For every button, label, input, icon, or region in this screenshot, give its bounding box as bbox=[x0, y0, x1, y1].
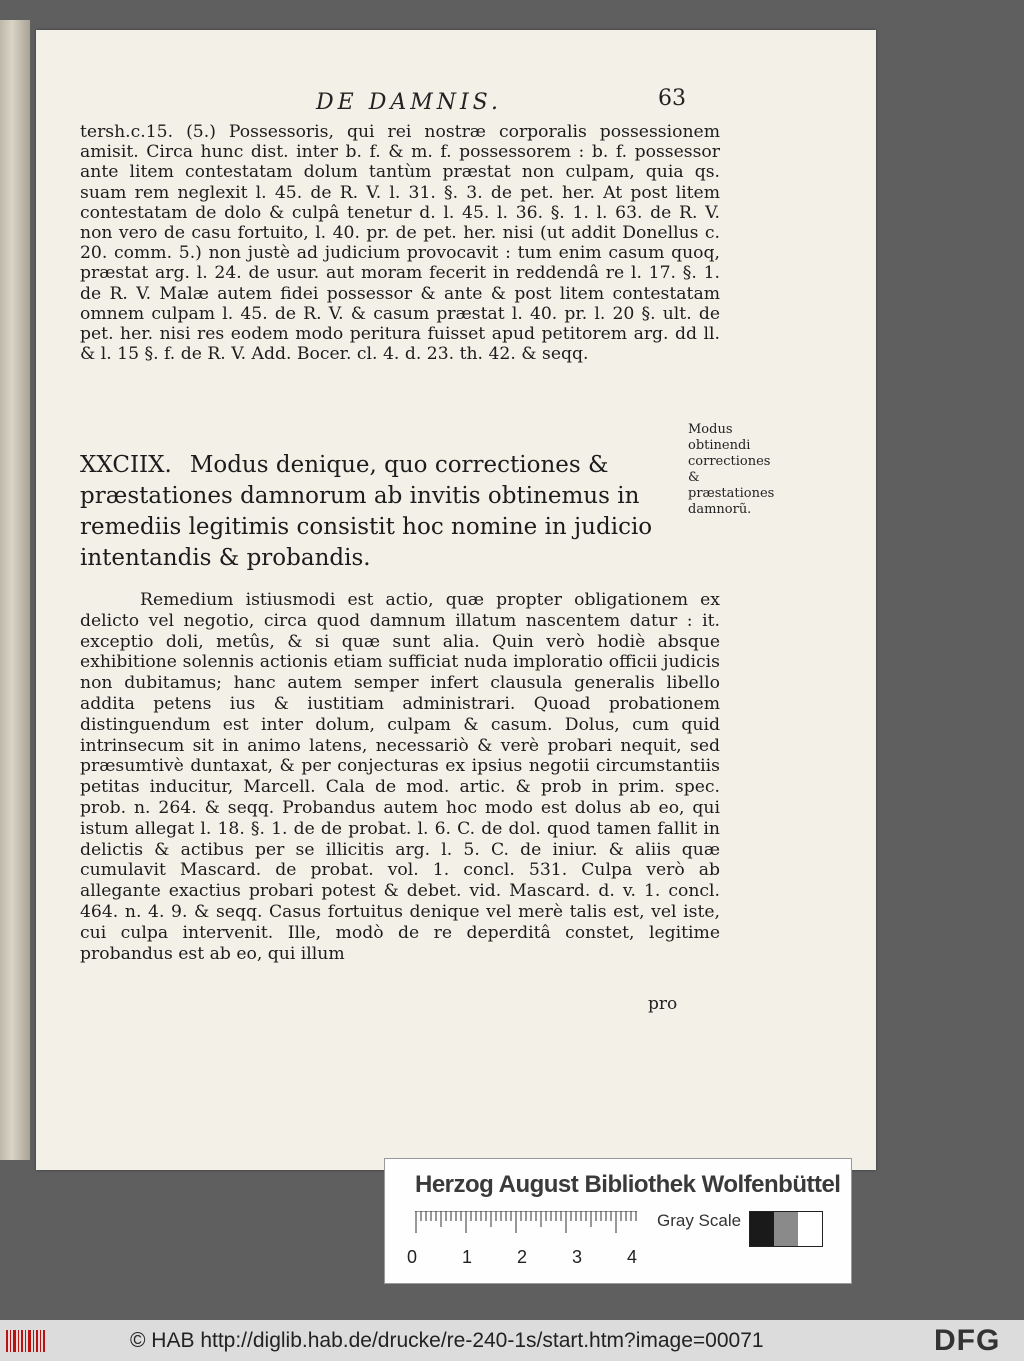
paragraph-2 bbox=[80, 590, 720, 964]
book-edge bbox=[0, 20, 30, 1160]
gray-scale-label: Gray Scale bbox=[657, 1211, 742, 1230]
paragraph-1: tersh.c.15. (5.) Possessoris, qui rei nostræ corporalis possessionem amisit. Circa hunc dist. inter b. f. & m. f. possessorem : b. f. possessor ante litem contestatam dolum tantùm præstat non culpam, quia qs. suam rem neglexit l. 45. de R. V. l. 31. §. 3. de pet. her. At post litem contestatam de dolo & culpâ tenetur d. l. 45. l. 36. §. 1. l. 63. de R. V. non vero de casu fortuito, l. 40. pr. de pet. her. nisi (ut addit Donellus c. 20. comm. 5.) non justè ad judicium provocavit : tum enim casum quoq, præstat arg. l. 24. de usur. aut moram fecerit in reddendâ re l. 17. §. 1. de R. V. Malæ autem fidei possessor & ante & post litem contestatam omnem culpam l. 45. de R. V. & casum præstat l. 40. pr. l. 20 §. ult. de pet. her. nisi res eodem modo peritura fuisset apud petitorem arg. dd ll. & l. 15 §. f. de R. V. Add. Bocer. cl. 4. d. 23. th. 42. & seqq. bbox=[80, 122, 720, 365]
ruler-label: 3 bbox=[572, 1247, 583, 1267]
ruler-label: 4 bbox=[627, 1247, 638, 1267]
margin-note: Modus obtinendi correctiones & præstationes damnorũ. bbox=[688, 422, 775, 517]
catchword: pro bbox=[648, 994, 678, 1014]
barcode-icon bbox=[6, 1328, 46, 1354]
dfg-logo: DFG bbox=[934, 1324, 1001, 1357]
ruler-label: 1 bbox=[462, 1247, 473, 1267]
copyright-link[interactable]: © HAB http://diglib.hab.de/drucke/re-240-1s/start.htm?image=00071 bbox=[130, 1329, 764, 1352]
library-name: Herzog August Bibliothek Wolfenbüttel bbox=[415, 1171, 841, 1198]
gray-scale-chart bbox=[749, 1211, 823, 1247]
reference-card bbox=[384, 1158, 852, 1284]
paragraph-2-text: Remedium istiusmodi est actio, quæ propter obligationem ex delicto vel negotio, circa quod damnum illatum nascentem datur : it. exceptio doli, metûs, & si quæ sunt alia. Quin verò hodiè absque exhibitione solennis actionis etiam sufficiat nuda imploratio officii judicis non dubitamus; hanc autem semper infert clausula generalis libello addita petens ius & iustitiam administrari. Quoad probationem distinguendum est inter dolum, culpam & casum. Dolus, cum quid intrinsecum sit in animo latens, necessariò & verè probari nequit, sed præsumtivè duntaxat, & per conjecturas ex ipsius negotii circumstantiis petitas inducitur, Marcell. Cala de mod. artic. & prob in prim. spec. prob. n. 264. & seqq. Probandus autem hoc modo est dolus ab eo, qui istum allegat l. 18. §. 1. de de probat. l. 6. C. de dol. quod tamen fallit in delictis & actibus per se illicitis arg. l. 5. C. de iniur. & aliis quæ cumulavit Mascard. de probat. vol. 1. concl. 531. Culpa verò ab allegante exactius probari potest & debet. vid. Mascard. d. v. 1. concl. 464. n. 4. 9. & seqq. Casus fortuitus denique vel merè talis est, vel iste, cui culpa intervenit. Ille, modò de re deperditâ constet, legitime probandus est ab eo, qui illum bbox=[80, 590, 720, 964]
measurement-ruler bbox=[415, 1211, 637, 1235]
scanned-page bbox=[36, 30, 876, 1170]
running-head: DE DAMNIS. bbox=[316, 90, 502, 115]
section-number: XXCIIX. bbox=[80, 452, 172, 478]
footer-bar bbox=[0, 1320, 1024, 1361]
page-number: 63 bbox=[658, 86, 686, 111]
gray-swatch-dark bbox=[750, 1212, 774, 1246]
section-heading bbox=[80, 450, 720, 574]
gray-swatch-mid bbox=[774, 1212, 798, 1246]
section-heading-text: Modus denique, quo correctiones & præstationes damnorum ab invitis obtinemus in remediis legitimis consistit hoc nomine in judicio intentandis & probandis. bbox=[80, 452, 653, 571]
gray-swatch-light bbox=[798, 1212, 822, 1246]
ruler-label: 2 bbox=[517, 1247, 528, 1267]
ruler-label: 0 bbox=[407, 1247, 418, 1267]
